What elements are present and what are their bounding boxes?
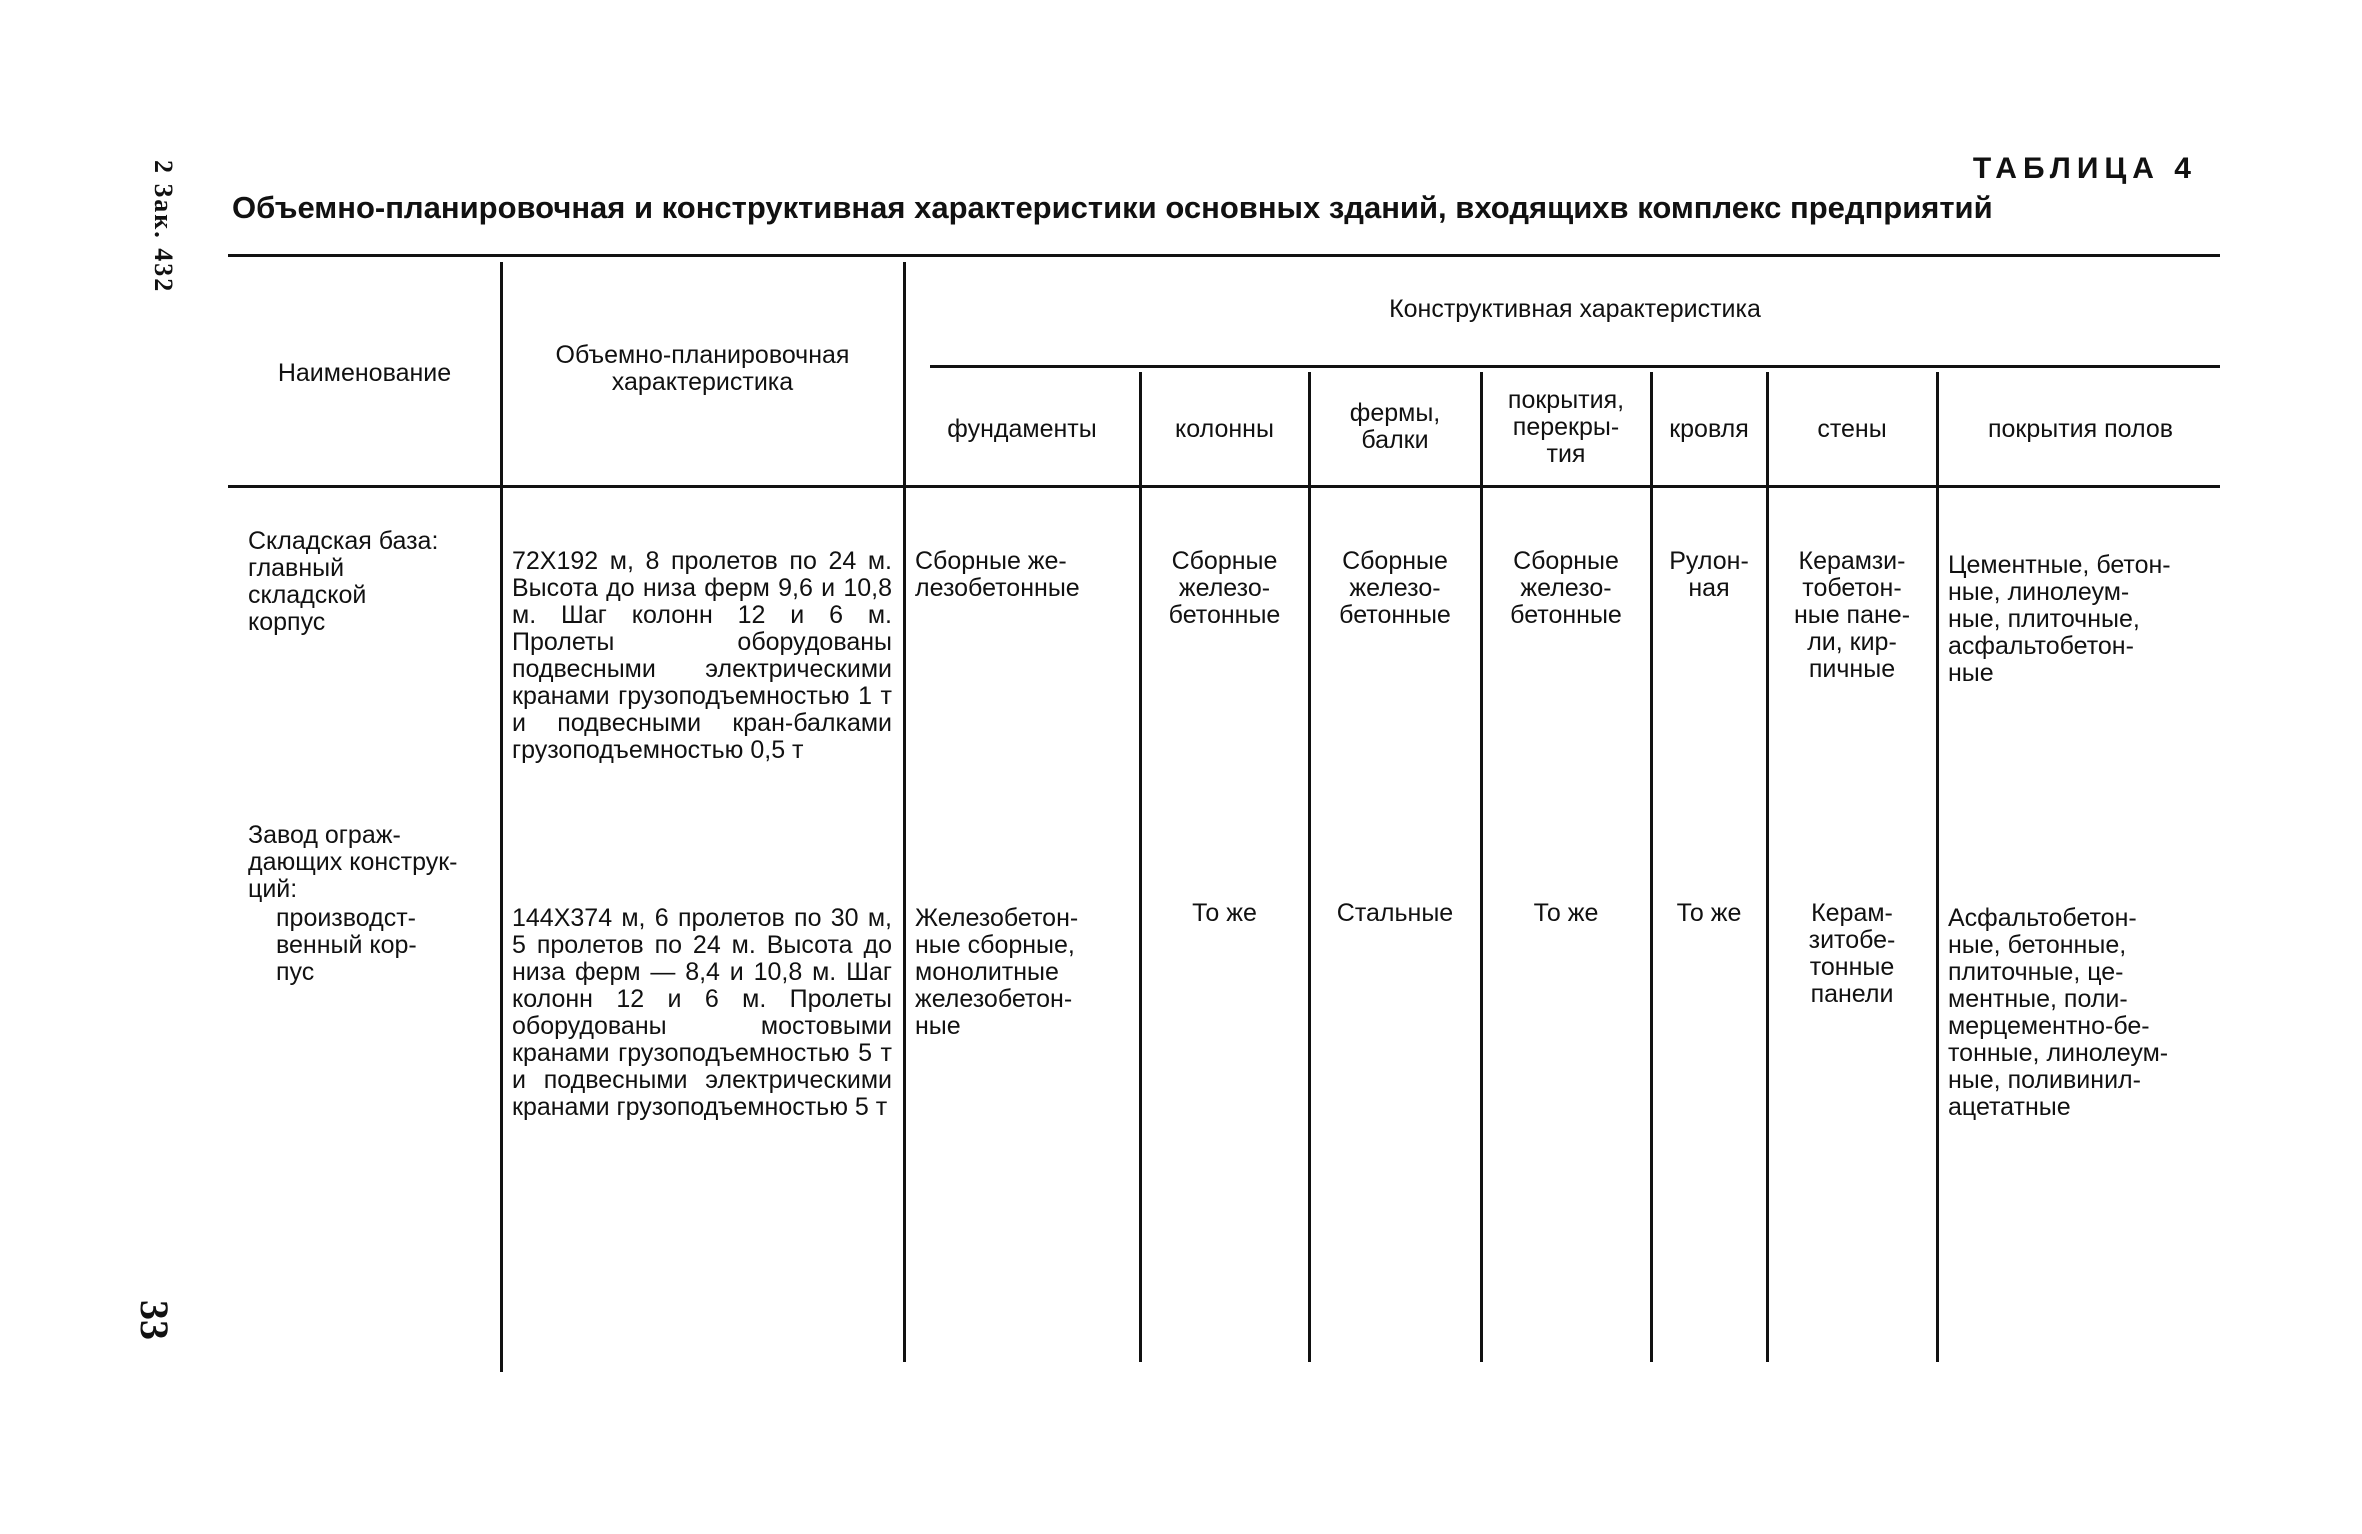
row2-planning: 144X374 м, 6 пролетов по 30 м, 5 пролетов по 24 м. Высота до низа ферм — 8,4 и 10,8 м. Шаг колонн 12 и 6 м. Пролеты оборудованы мостовыми кранами грузоподъемностью 5 т и подвесными электрическими кранами грузоподъемностью 5 т <box>512 904 892 1121</box>
header-trusses: фермы, балки <box>1349 399 1441 454</box>
row2-roofing: То же <box>1676 899 1742 927</box>
row2-coverings: То же <box>1533 899 1599 927</box>
margin-note: 2 Зак. 432 <box>149 160 178 294</box>
row2-name-group: Завод ограж- дающих конструк- ций: <box>248 821 458 903</box>
row1-roofing: Рулон- ная <box>1669 547 1749 602</box>
header-foundations: фундаменты <box>947 415 1097 443</box>
header-walls: стены <box>1817 415 1887 443</box>
row2-walls: Керам- зитобе- тонные панели <box>1808 899 1896 1008</box>
row2-columns: То же <box>1192 899 1257 927</box>
row2-foundations: Железобетон- ные сборные, монолитные железобетон- ные <box>915 904 1079 1040</box>
page-number: 33 <box>132 1300 177 1340</box>
row1-columns: Сборные железо- бетонные <box>1168 547 1281 629</box>
row1-coverings: Сборные железо- бетонные <box>1510 547 1622 629</box>
row1-walls: Керамзи- тобетон- ные пане- ли, кир- пичные <box>1793 547 1911 683</box>
header-name: Наименование <box>277 359 452 387</box>
header-roofing: кровля <box>1669 415 1749 443</box>
header-structural: Конструктивная характеристика <box>1389 295 1761 323</box>
row1-name: Складская база: главный складской корпус <box>248 527 439 636</box>
table-caption: Объемно-планировочная и конструктивная характеристики основных зданий, входящихв комплекс предприятий <box>232 190 1993 225</box>
header-floors: покрытия полов <box>1987 415 2174 443</box>
table-label: ТАБЛИЦА 4 <box>1972 152 2197 185</box>
row2-floors: Асфальтобетон- ные, бетонные, плиточные, це- ментные, поли- мерцементно-бе- тонные, линолеум- ные, поливинил- ацетатные <box>1948 904 2169 1121</box>
row1-foundations: Сборные же- лезобетонные <box>915 547 1080 602</box>
row1-planning: 72X192 м, 8 пролетов по 24 м. Высота до низа ферм 9,6 и 10,8 м. Шаг колонн 12 и 6 м. Пролеты оборудованы подвесными электрическими кранами грузоподъемностью 1 т и подвесными кран-балками грузоподъемностью 0,5 т <box>512 547 892 764</box>
row2-trusses: Стальные <box>1336 899 1454 927</box>
header-planning: Объемно-планировочная характеристика <box>555 341 850 396</box>
header-columns: колонны <box>1175 415 1274 443</box>
header-coverings: покрытия, перекры- тия <box>1507 386 1625 468</box>
row1-floors: Цементные, бетон- ные, линолеум- ные, плиточные, асфальтобетон- ные <box>1948 551 2171 687</box>
row2-name: производст- венный кор- пус <box>276 904 417 986</box>
row1-trusses: Сборные железо- бетонные <box>1339 547 1451 629</box>
